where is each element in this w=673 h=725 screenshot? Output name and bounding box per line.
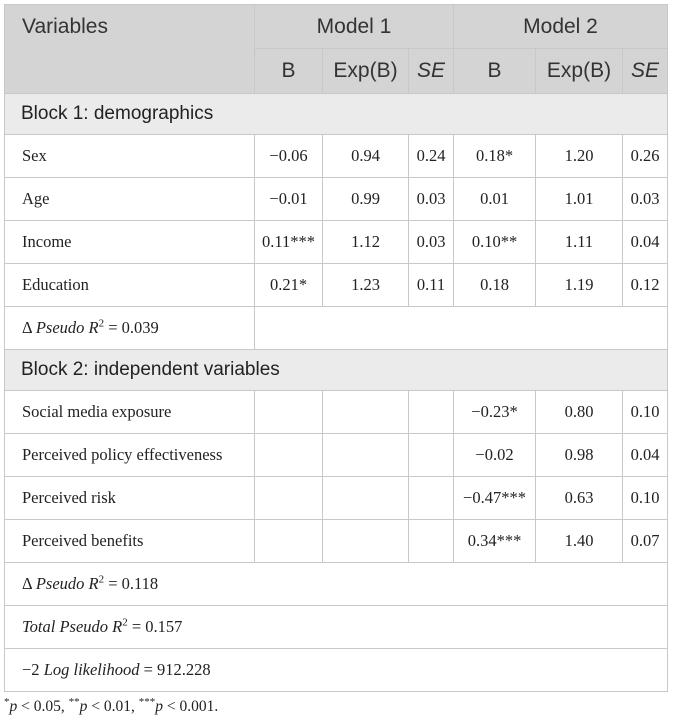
empty-cell [409,434,454,477]
row-label: Sex [5,135,255,178]
cell-m2-se: 0.10 [623,477,668,520]
row-label: Income [5,221,255,264]
empty-cell [409,520,454,563]
total-pseudo-r-label: Total Pseudo R [22,617,123,636]
cell-m1-expb: 0.99 [323,178,409,221]
log-likelihood-value: = 912.228 [139,660,211,679]
table-row [5,477,668,520]
row-label: Perceived policy effectiveness [5,434,255,477]
cell-m1-se: 0.24 [409,135,454,178]
cell-m2-expb: 1.01 [536,178,623,221]
cell-m1-expb: 1.12 [323,221,409,264]
cell-m1-b: 0.11*** [255,221,323,264]
variables-header: Variables [5,5,255,94]
model2-expb-header: Exp(B) [536,49,623,94]
empty-cell [409,391,454,434]
header-row-models [5,5,668,49]
cell-m1-expb: 1.23 [323,264,409,307]
cell-m2-b: −0.23* [454,391,536,434]
footnote-text: < 0.01, [87,698,139,715]
block1-header-row [5,94,668,135]
footnote-p: p [155,698,163,715]
row-label: Education [5,264,255,307]
cell-m2-se: 0.04 [623,434,668,477]
superscript: 2 [98,573,105,586]
cell-m2-se: 0.03 [623,178,668,221]
cell-m2-expb: 1.19 [536,264,623,307]
model2-header: Model 2 [454,5,668,49]
cell-m1-b: 0.21* [255,264,323,307]
model2-b-header: B [454,49,536,94]
row-label: Perceived risk [5,477,255,520]
empty-cell [323,477,409,520]
cell-m2-expb: 0.98 [536,434,623,477]
total-pseudo-r-value: = 0.157 [127,617,183,636]
empty-cell [255,391,323,434]
log-likelihood-label: Log likelihood [43,660,140,679]
block2-delta-cell [5,563,668,606]
cell-m1-b: −0.01 [255,178,323,221]
cell-m2-se: 0.12 [623,264,668,307]
cell-m2-se: 0.04 [623,221,668,264]
table-row [5,135,668,178]
table-row [5,221,668,264]
cell-m2-se: 0.10 [623,391,668,434]
table-row [5,391,668,434]
model1-b-header: B [255,49,323,94]
log-likelihood-row [5,649,668,692]
model1-header: Model 1 [255,5,454,49]
model2-se-header: SE [623,49,668,94]
block1-delta-row [5,307,668,350]
block2-title: Block 2: independent variables [5,350,668,391]
delta-symbol: Δ [22,318,36,337]
delta-symbol: Δ [22,574,36,593]
footnote-star: ** [68,695,80,708]
row-label: Social media exposure [5,391,255,434]
footnote-star: * [4,695,10,708]
table-row [5,264,668,307]
log-likelihood-cell [5,649,668,692]
row-label: Perceived benefits [5,520,255,563]
delta-value: = 0.039 [104,318,159,337]
pseudo-r-label: Pseudo R [35,318,99,337]
empty-cell [255,307,668,350]
table-row [5,434,668,477]
cell-m2-se: 0.26 [623,135,668,178]
table-row [5,178,668,221]
delta-value: = 0.118 [104,574,159,593]
regression-table [4,4,668,692]
cell-m2-b: 0.18 [454,264,536,307]
block1-delta-cell [5,307,255,350]
cell-m2-b: 0.10** [454,221,536,264]
cell-m1-b: −0.06 [255,135,323,178]
empty-cell [409,477,454,520]
significance-footnote [4,695,219,716]
block2-delta-row [5,563,668,606]
empty-cell [255,520,323,563]
footnote-text: < 0.05, [17,698,69,715]
cell-m2-expb: 0.63 [536,477,623,520]
empty-cell [255,434,323,477]
cell-m2-expb: 1.11 [536,221,623,264]
model1-se-header: SE [409,49,454,94]
cell-m2-b: 0.01 [454,178,536,221]
cell-m2-b: −0.47*** [454,477,536,520]
cell-m2-b: 0.18* [454,135,536,178]
superscript: 2 [98,317,105,330]
cell-m2-b: −0.02 [454,434,536,477]
cell-m1-se: 0.03 [409,221,454,264]
superscript: 2 [122,616,128,629]
cell-m1-se: 0.03 [409,178,454,221]
empty-cell [323,434,409,477]
block2-header-row [5,350,668,391]
row-label: Age [5,178,255,221]
table-row [5,520,668,563]
footnote-p: p [79,698,88,715]
empty-cell [323,391,409,434]
footnote-star: *** [138,695,156,708]
empty-cell [323,520,409,563]
pseudo-r-label: Pseudo R [35,574,99,593]
cell-m2-expb: 1.40 [536,520,623,563]
block1-title: Block 1: demographics [5,94,668,135]
model1-expb-header: Exp(B) [323,49,409,94]
total-pseudo-r-row [5,606,668,649]
cell-m1-expb: 0.94 [323,135,409,178]
total-pseudo-r-cell [5,606,668,649]
cell-m2-se: 0.07 [623,520,668,563]
regression-table-container [4,4,667,692]
footnote-p: p [9,698,18,715]
footnote-text: < 0.001. [163,698,219,715]
empty-cell [255,477,323,520]
cell-m1-se: 0.11 [409,264,454,307]
cell-m2-expb: 0.80 [536,391,623,434]
cell-m2-b: 0.34*** [454,520,536,563]
cell-m2-expb: 1.20 [536,135,623,178]
log-likelihood-prefix: −2 [22,660,44,679]
